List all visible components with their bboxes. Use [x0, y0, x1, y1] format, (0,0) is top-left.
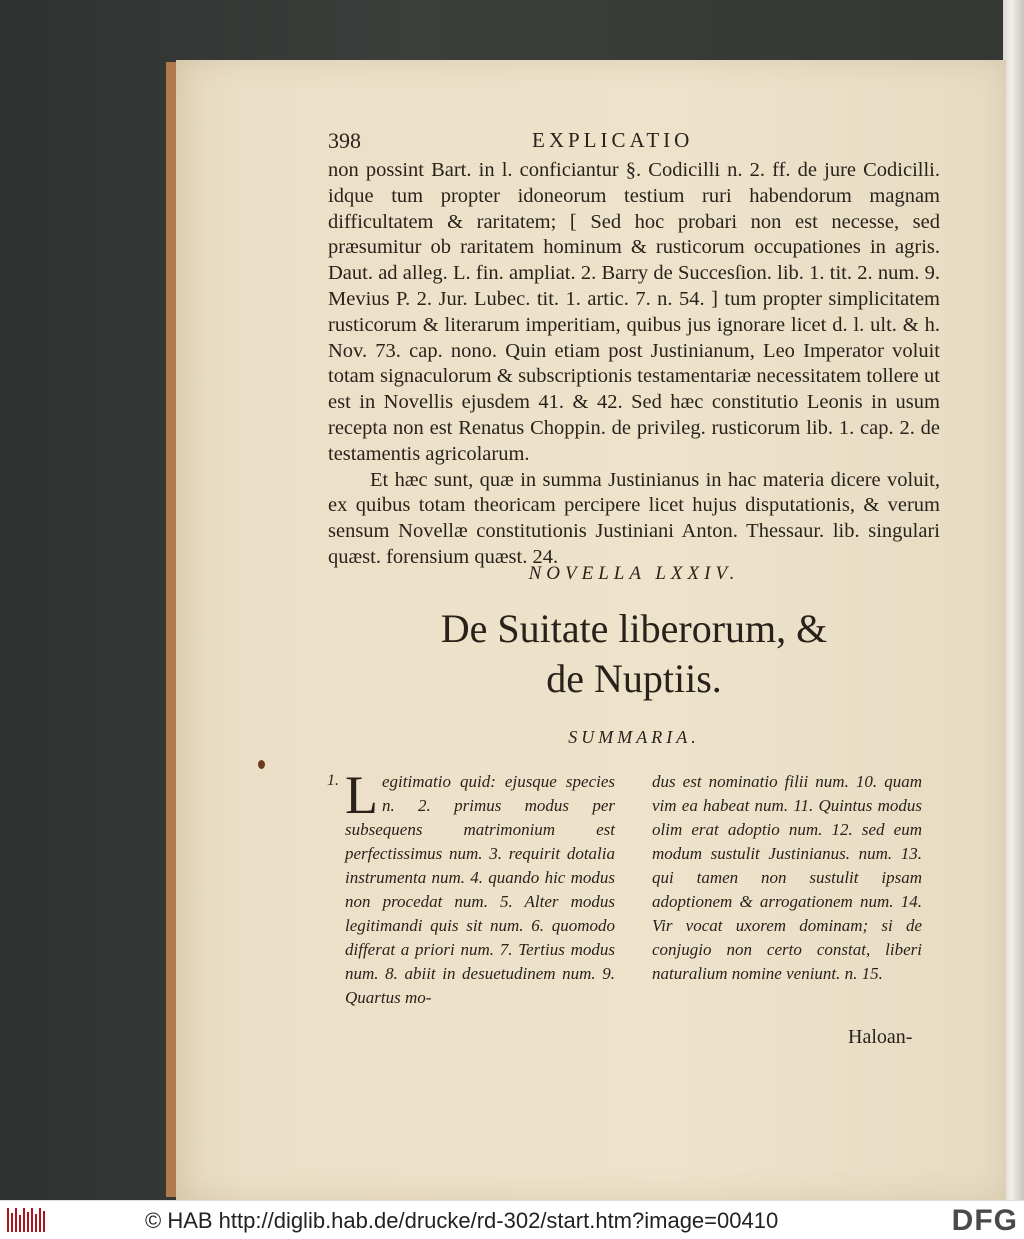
drop-cap: L: [345, 765, 378, 825]
running-head: [328, 128, 938, 156]
ink-stain: [258, 760, 265, 769]
title-line: de Nuptiis.: [546, 656, 722, 701]
copyright-link[interactable]: © HAB http://diglib.hab.de/drucke/rd-302/start.htm?image=00410: [145, 1208, 779, 1233]
running-title: EXPLICATIO: [532, 128, 694, 152]
next-page-edge: [1003, 0, 1024, 1200]
page-number: 398: [328, 128, 361, 153]
summary-marker: 1.: [327, 772, 339, 789]
summaria-text: egitimatio quid: ejusque species n. 2. primus modus per subsequens matrimonium est perfectissimus num. 3. requirit dotalia instrumenta num. 4. quando hic modus non procedat num. 5. Alter modus legitimandi quis sit num. 6. quomodo differat a priori num. 7. Tertius modus num. 8. abiit in desuetudinem num. 9. Quartus mo-: [345, 772, 615, 1007]
summaria-right-column: [652, 770, 922, 986]
footer-bar: [0, 1200, 1024, 1239]
section-title: [328, 604, 940, 704]
hab-barcode-logo-icon: [6, 1205, 46, 1235]
body-text: [328, 158, 940, 571]
summaria-heading: SUMMARIA.: [568, 727, 700, 747]
paragraph: Et hæc sunt, quæ in summa Justinianus in hac materia dicere voluit, ex quibus totam theoricam percipere licet hujus disputationis, & verum sensum Novellæ constitutionis Justiniani Anton. Thessaur. lib. singulari quæst. forensium quæst. 24.: [328, 468, 940, 568]
dfg-logo: DFG: [951, 1204, 1018, 1237]
catchword: Haloan-: [848, 1026, 913, 1048]
novella-number: NOVELLA LXXIV.: [528, 563, 740, 584]
summaria-text: dus est nominatio filii num. 10. quam vim ea habeat num. 11. Quintus modus olim erat adoptio num. 12. sed eum modum sustulit Justinianus. num. 13. qui tamen non sustulit ipsam adoptionem & arrogationem num. 14. Vir vocat uxorem dominam; si de conjugio non certo constat, liberi naturalium nomine veniunt. n. 15.: [652, 772, 922, 983]
paragraph: non possint Bart. in l. conficiantur §. Codicilli n. 2. ff. de jure Codicilli. idque tum propter idoneorum testium ruri habendorum magnam difficultatem & raritatem; [ Sed hoc probari non est necesse, sed præsumitur ob raritatem hominum & rusticorum occupationes in agris. Daut. ad alleg. L. fin. ampliat. 2. Barry de Succesſion. lib. 1. tit. 2. num. 9. Mevius P. 2. Jur. Lubec. tit. 1. artic. 7. n. 54. ] tum propter simplicitatem rusticorum & literarum imperitiam, quibus jus ignorare licet d. l. ult. & h. Nov. 73. cap. nono. Quin etiam post Justinianum, Leo Imperator voluit totam signaculorum & subscriptionis testamentariæ necessitatem tollere ut est in Novellis ejusdem 41. & 42. Sed hæc constitutio Leonis in usum recepta non est Renatus Choppin. de privileg. rusticorum lib. 1. cap. 2. de testamentis agricolarum.: [328, 159, 940, 465]
summaria-left-column: [345, 765, 615, 1010]
title-line: De Suitate liberorum, &: [440, 606, 828, 651]
